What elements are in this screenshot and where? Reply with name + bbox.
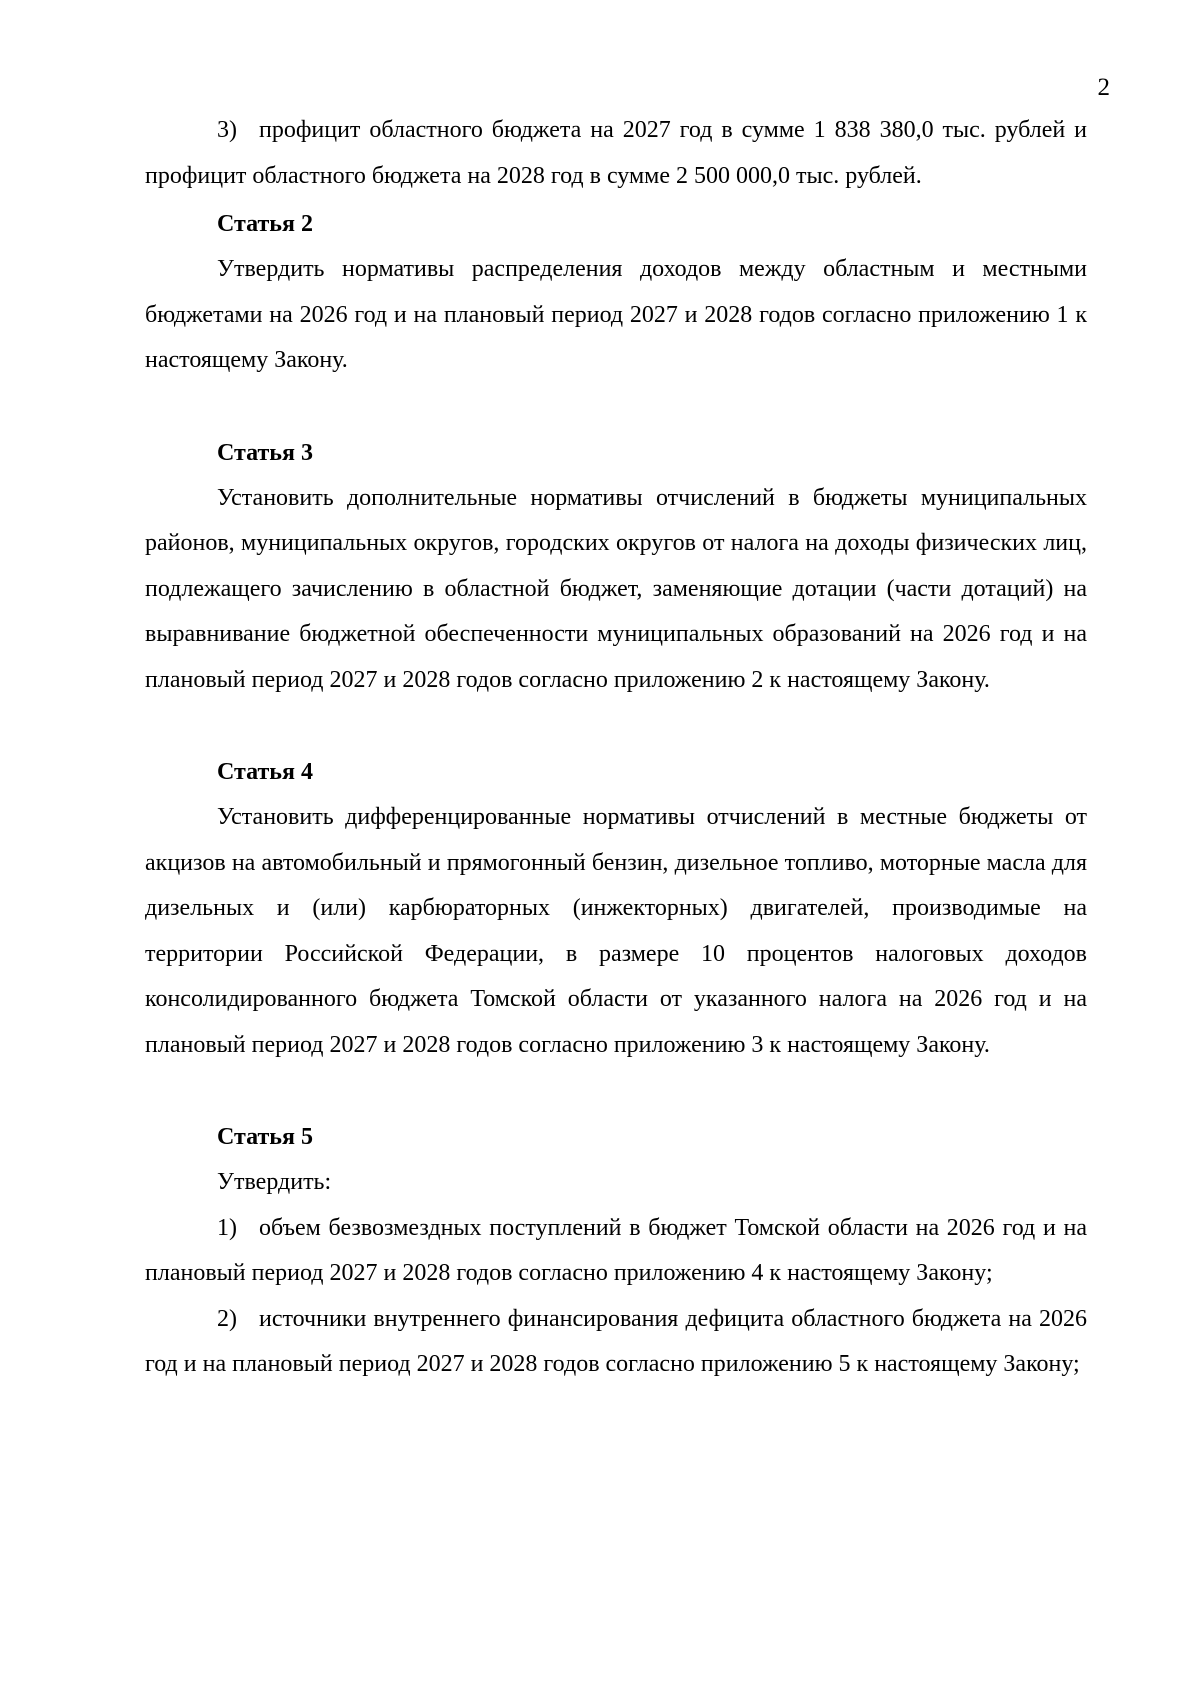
list-item <box>145 1206 1087 1297</box>
list-item <box>145 108 1087 199</box>
article-4-title: Статья 4 <box>217 759 313 785</box>
list-item-number: 1) <box>217 1214 237 1241</box>
article-3-title: Статья 3 <box>217 439 313 466</box>
list-item-text: объем безвозмездных поступлений в бюджет Томской области на 2026 год и на плановый период 2027 и 2028 годов согласно приложению 4 к настоящему Закону; <box>145 1214 1087 1286</box>
list-item-text: профицит областного бюджета на 2027 год в сумме 1 838 380,0 тыс. рублей и профицит областного бюджета на 2028 год в сумме 2 500 000,0 тыс. рублей. <box>145 117 1087 189</box>
article-5-title: Статья 5 <box>217 1124 313 1150</box>
article-2-title: Статья 2 <box>217 211 313 237</box>
list-item-number: 3) <box>217 117 237 143</box>
article-3-text: Установить дополнительные нормативы отчислений в бюджеты муниципальных районов, муниципальных округов, городских округов от налога на доходы физических лиц, подлежащего зачислению в областной бюджет, заменяющие дотации (части дотаций) на выравнивание бюджетной обеспеченности муниципальных образований на 2026 год и на плановый период 2027 и 2028 годов согласно приложению 2 к настоящему Закону. <box>145 484 1087 693</box>
document-body <box>145 108 1087 1388</box>
article-2-text: Утвердить нормативы распределения доходов между областным и местными бюджетами на 2026 год и на плановый период 2027 и 2028 годов согласно приложению 1 к настоящему Закону. <box>145 256 1087 373</box>
list-item-number: 2) <box>217 1305 237 1332</box>
article-5-text: Утвердить: <box>217 1169 332 1195</box>
list-item <box>145 1297 1087 1388</box>
list-item-text: источники внутреннего финансирования дефицита областного бюджета на 2026 год и на плановый период 2027 и 2028 годов согласно приложению 5 к настоящему Закону; <box>145 1305 1087 1377</box>
page-number: 2 <box>1097 74 1110 101</box>
article-4-text: Установить дифференцированные нормативы отчислений в местные бюджеты от акцизов на автомобильный и прямогонный бензин, дизельное топливо, моторные масла для дизельных и (или) карбюраторных (инжекторных) двигателей, производимые на территории Российской Федерации, в размере 10 процентов налоговых доходов консолидированного бюджета Томской области от указанного налога на 2026 год и на плановый период 2027 и 2028 годов согласно приложению 3 к настоящему Закону. <box>145 804 1087 1058</box>
